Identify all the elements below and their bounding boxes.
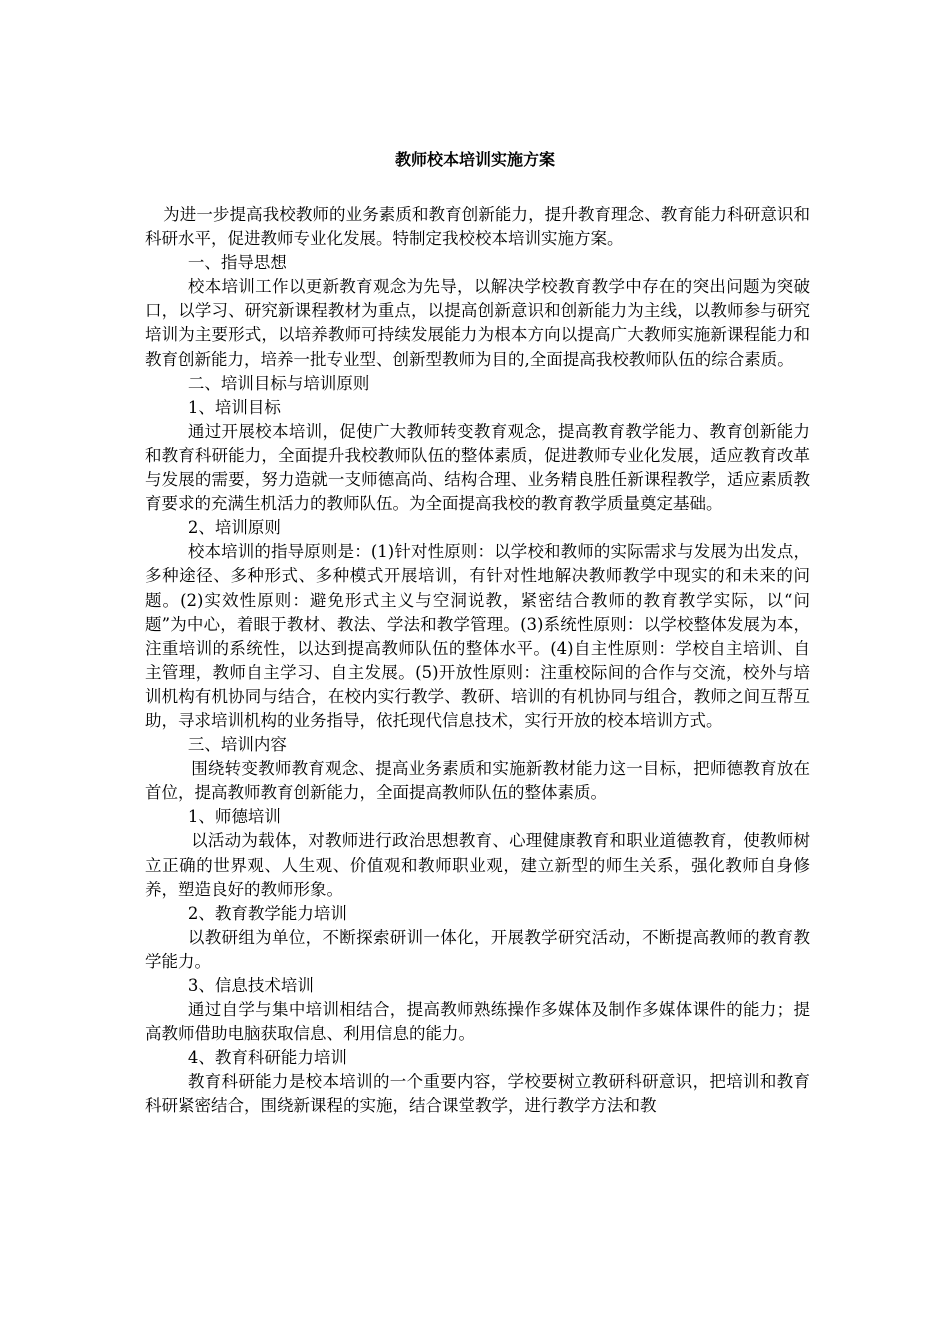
section-heading-guiding-ideology: 一、指导思想 [187,253,287,273]
document-title: 教师校本培训实施方案 [394,150,555,169]
section-heading-training-content: 三、培训内容 [187,735,287,755]
paragraph-teaching-ability: 以教研组为单位，不断探索研训一体化，开展教学研究活动，不断提高教师的教育教学能力。 [145,927,810,971]
section-paragraph-guiding-ideology: 校本培训工作以更新教育观念为先导，以解决学校教育教学中存在的突出问题为突破口，以学习、研究新课程教材为重点，以提高创新意识和创新能力为主线，以教师参与研究培训为主要形式，以培养教师可持续发展能力为根本方向以提高广大教师实施新课程能力和教育创新能力，培养一批专业型、创新型教师为目的,全面提高我校教师队伍的综合素质。 [145,277,810,369]
paragraph-training-goals: 通过开展校本培训，促使广大教师转变教育观念，提高教育教学能力、教育创新能力和教育科研能力，全面提升我校教师队伍的整体素质，促进教师专业化发展，适应教育改革与发展的需要，努力造就一支师德高尚、结构合理、业务精良胜任新课程教学，适应素质教育要求的充满生机活力的教师队伍。为全面提高我校的教育教学质量奠定基础。 [145,421,810,514]
paragraph-ethics-training: 以活动为载体，对教师进行政治思想教育、心理健康教育和职业道德教育，使教师树立正确的世界观、人生观、价值观和教师职业观，建立新型的师生关系，强化教师自身修养，塑造良好的教师形象。 [145,831,810,899]
subheading-teaching-ability: 2、教育教学能力培训 [187,903,347,923]
paragraph-training-principles: 校本培训的指导原则是：(1)针对性原则：以学校和教师的实际需求与发展为出发点，多种途径、多种形式、多种模式开展培训，有针对性地解决教师教学中现实的和未来的问题。(2)实效性原则：避免形式主义与空洞说教，紧密结合教师的教育教学实际，以“问题”为中心，着眼于教材、教法、学法和教学管理。(3)系统性原则：以学校整体发展为本，注重培训的系统性，以达到提高教师队伍的整体水平。(4)自主性原则：学校自主培训、自主管理，教师自主学习、自主发展。(5)开放性原则：注重校际间的合作与交流，校外与培训机构有机协同与结合，在校内实行教学、教研、培训的有机协同与组合，教师之间互帮互助，寻求培训机构的业务指导，依托现代信息技术，实行开放的校本培训方式。 [145,542,810,730]
intro-paragraph: 为进一步提高我校教师的业务素质和教育创新能力，提升教育理念、教育能力科研意识和科研水平，促进教师专业化发展。特制定我校校本培训实施方案。 [145,205,810,249]
paragraph-it-training: 通过自学与集中培训相结合，提高教师熟练操作多媒体及制作多媒体课件的能力；提高教师借助电脑获取信息、利用信息的能力。 [145,1000,810,1044]
subheading-training-principles: 2、培训原则 [187,518,281,538]
document-body [145,203,810,1119]
subheading-research-ability: 4、教育科研能力培训 [187,1048,347,1068]
subheading-ethics-training: 1、师德培训 [187,807,281,827]
paragraph-research-ability: 教育科研能力是校本培训的一个重要内容，学校要树立教研科研意识，把培训和教育科研紧密结合，围绕新课程的实施，结合课堂教学，进行教学方法和教 [145,1072,810,1116]
section-heading-goals-principles: 二、培训目标与培训原则 [187,373,370,393]
subheading-it-training: 3、信息技术培训 [187,976,314,995]
paragraph-training-content: 围绕转变教师教育观念、提高业务素质和实施新教材能力这一目标，把师德教育放在首位，提高教师教育创新能力，全面提高教师队伍的整体素质。 [145,759,810,803]
subheading-training-goals: 1、培训目标 [187,397,281,417]
